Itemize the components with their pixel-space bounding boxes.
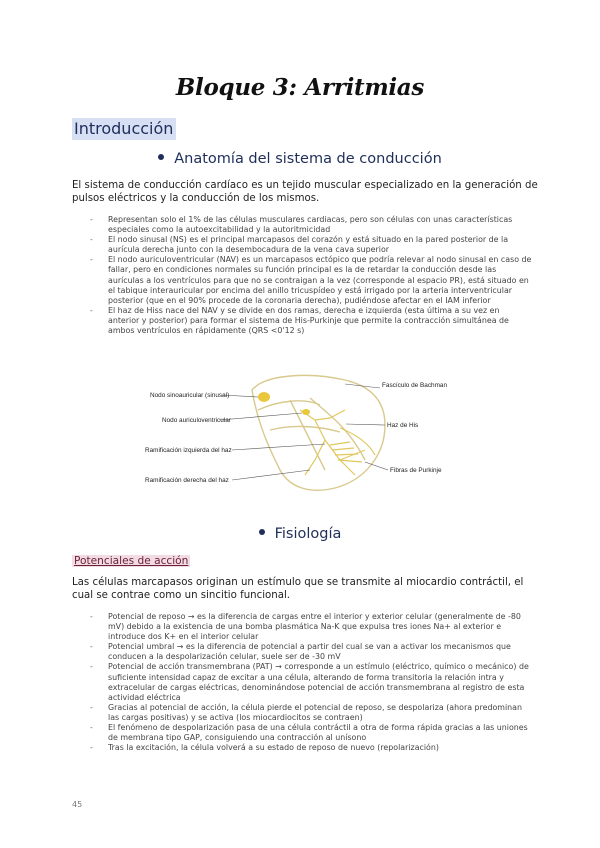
label-av-node: Nodo auriculoventricular: [162, 417, 231, 424]
anatomy-list: [72, 215, 532, 336]
list-item: - El fenómeno de despolarización pasa de una célula contráctil a otra de forma rápida gracias a las uniones de membrana tipo GAP, consiguiendo una contracción al unísono: [72, 723, 532, 743]
label-left-branch: Ramificación izquierda del haz: [145, 447, 232, 454]
page-number: 45: [72, 800, 83, 809]
intro-paragraph: El sistema de conducción cardíaco es un tejido muscular especializado en la generación de pulsos eléctricos y la conducción de los mismos.: [72, 180, 538, 204]
list-item: - Potencial de acción transmembrana (PAT) → corresponde a un estímulo (eléctrico, químico o mecánico) de suficiente intensidad capaz de excitar a una célula, alterando de forma transitoria la relación intra y extracelular de cargas eléctricas, denominándose potencial de acción transmembrana al registro de esta actividad eléctrica: [72, 662, 532, 702]
label-purkinje: Fibras de Purkinje: [390, 467, 442, 474]
list-item: - El nodo sinusal (NS) es el principal marcapasos del corazón y está situado en la pared posterior de la aurícula derecha junto con la desembocadura de la vena cava superior: [72, 235, 532, 255]
list-item: - Potencial de reposo → es la diferencia de cargas entre el interior y exterior celular (generalmente de -80 mV) debido a la existencia de una bomba plasmática Na-K que expulsa tres iones Na+ al exterior e introduce dos K+ en el interior celular: [72, 612, 532, 642]
list-item: - El nodo auriculoventricular (NAV) es un marcapasos ectópico que podría relevar al nodo sinusal en caso de fallar, pero en condiciones normales su función principal es la de retardar la conducción desde las aurículas a los ventrículos para que no se contraigan a la vez (corresponde al espacio PR), está situado en el tabique interauricular por encima del anillo tricuspídeo y está irrigado por la arteria interventricular posterior (que en el 90% procede de la coronaria derecha), pudiéndose afectar en el IAM inferior: [72, 255, 532, 305]
list-item: - Tras la excitación, la célula volverá a su estado de reposo de nuevo (repolarización): [72, 743, 532, 753]
list-item: - Potencial umbral → es la diferencia de potencial a partir del cual se van a activar los mecanismos que conducen a la despolarización celular, suele ser de -30 mV: [72, 642, 532, 662]
list-item: - Gracias al potencial de acción, la célula pierde el potencial de reposo, se despolariza (ahora predominan las cargas positivas) y se activa (los miocardiocitos se contraen): [72, 703, 532, 723]
label-sinus-node: Nodo sinoauricular (sinusal): [150, 392, 230, 399]
bullet-icon: [259, 529, 265, 535]
list-item: - Representan solo el 1% de las células musculares cardiacas, pero son células con unas características especiales como la autoexcitabilidad y la autoritmicidad: [72, 215, 532, 235]
page-title: Bloque 3: Arritmias: [175, 74, 425, 101]
subsection-heading-anatomy: [0, 151, 600, 167]
subsection-title: Anatomía del sistema de conducción: [174, 151, 442, 167]
conduction-system-diagram: [140, 370, 448, 495]
list-item: - El haz de Hiss nace del NAV y se divide en dos ramas, derecha e izquierda (esta última a su vez en anterior y posterior) para formar el sistema de His-Purkinje que permite la contracción simultánea de ambos ventrículos en rápidamente (QRS <0'12 s): [72, 306, 532, 336]
label-bachman: Fascículo de Bachman: [382, 382, 448, 389]
subsubsection-heading: Potenciales de acción: [74, 555, 189, 567]
section-heading: Introducción: [72, 118, 176, 140]
label-right-branch: Ramificación derecha del haz: [145, 477, 229, 484]
physiology-paragraph: Las células marcapasos originan un estímulo que se transmite al miocardio contráctil, el cual se contrae como un sincitio funcional.: [72, 577, 524, 601]
bullet-icon: [158, 154, 164, 160]
physiology-list: [72, 612, 532, 753]
subsection-heading-physiology: [0, 526, 600, 542]
subsection-title: Fisiología: [274, 526, 342, 542]
label-his: Haz de His: [387, 422, 419, 429]
